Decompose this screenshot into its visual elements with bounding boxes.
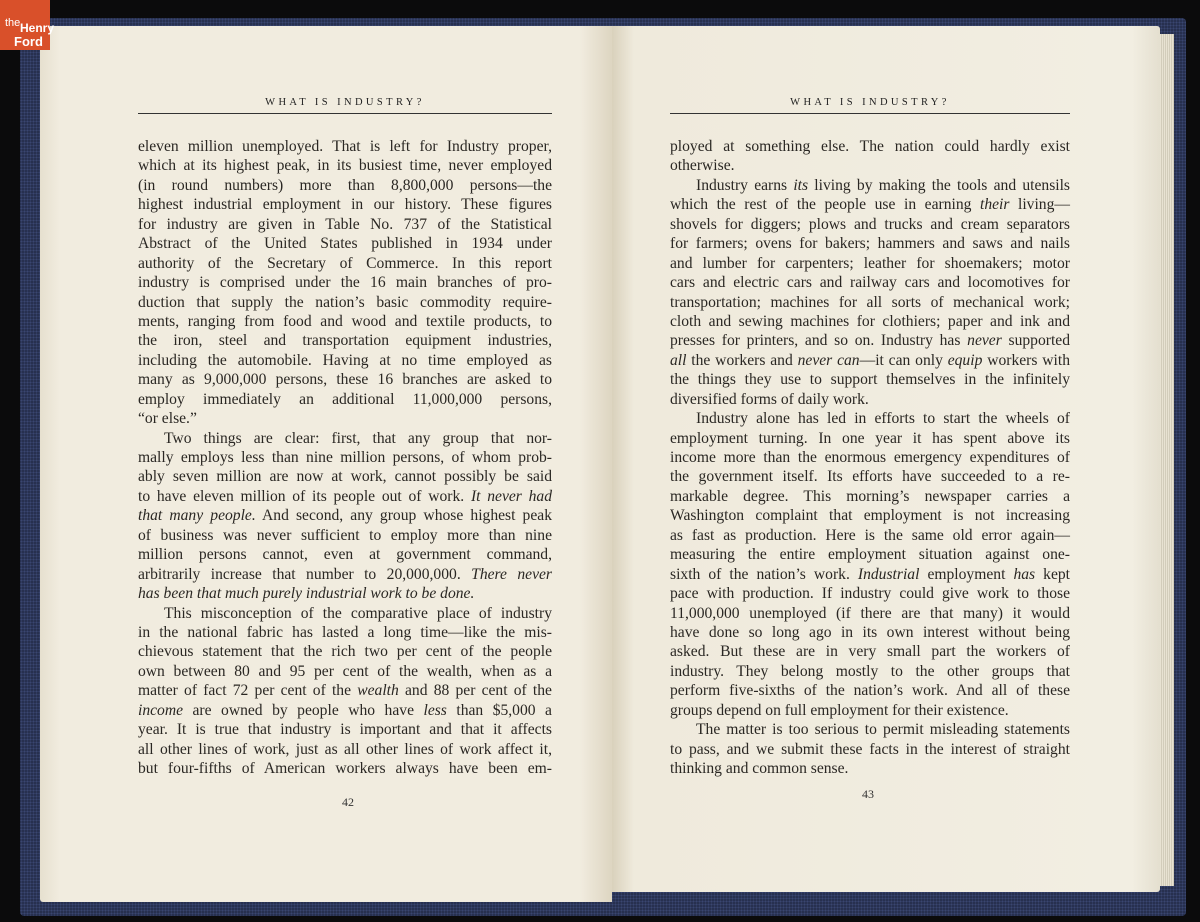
body-text: mally employs less than nine million persons, of whom prob- [138,449,552,466]
body-text: ployed at something else. The nation could hardly exist [670,138,1070,155]
text-line [670,565,1070,584]
text-line [670,720,1070,739]
body-text: pace with production. If industry could give work to those [670,585,1070,603]
italic-text: There never [471,565,552,583]
body-text: arbitrarily increase that number to 20,000,000. [138,565,472,583]
body-text: industry. They belong mostly to the other groups that [670,662,1070,680]
body-text: cars and electric cars and railway cars and locomotives for [670,274,1070,292]
italic-text: wealth [357,682,399,700]
text-line [670,331,1070,350]
body-text: in the national fabric has lasted a long time—like the mis- [138,623,552,641]
body-text: Industry alone has led in efforts to start the wheels of [696,410,1070,428]
body-text: have done so long ago in its own interest without being [670,623,1070,641]
text-line [670,351,1070,370]
body-text: the iron, steel and transportation equipment industries, [138,332,552,350]
text-line [138,604,552,623]
text-line [138,429,552,448]
body-text: to pass, and we submit these facts in the interest of straight [670,740,1070,758]
body-text: workers with [982,351,1070,369]
body-text: groups depend on full employment for their existence. [670,701,1009,719]
body-text: year. It is true that industry is important and that it affects [138,721,552,739]
body-text: The matter is too serious to permit misleading statements [696,721,1070,739]
body-text: measuring the entire employment situation against one- [670,546,1070,564]
body-text: and 88 per cent of the [398,682,552,700]
body-text: transportation; machines for all sorts of mechanical work; [670,293,1070,311]
text-line [138,390,552,409]
body-text: authority of the Secretary of Commerce. In this report [138,254,552,272]
body-text: ments, ranging from food and wood and textile products, to [138,312,552,330]
body-text: 11,000,000 unemployed (if there are that many) it would [670,604,1070,622]
text-line [138,623,552,642]
body-text: for industry are given in Table No. 737 of the Statistical [138,215,552,233]
body-text: income more than the enormous emergency expenditures of [670,449,1070,466]
text-line [138,642,552,661]
text-line [138,370,552,389]
body-text: to have eleven million of its people out of work. [138,487,471,505]
body-text: cloth and sewing machines for clothiers; paper and ink and [670,312,1070,330]
text-line [670,195,1070,214]
body-text: the things they use to support themselves in the infinitely [670,371,1070,389]
italic-text: Industrial [857,565,920,583]
text-line [138,681,552,700]
text-line [670,604,1070,623]
body-text: Washington complaint that employment is not increasing [670,507,1070,525]
text-line [670,390,1070,409]
text-line [670,429,1070,448]
text-line [138,759,552,778]
body-text: for farmers; ovens for bakers; hammers and saws and nails [670,235,1070,253]
body-text: —it can only [859,351,948,369]
body-text: otherwise. [670,157,735,175]
text-line [138,273,552,292]
header-rule-right [670,113,1070,114]
text-line [670,370,1070,389]
text-line [670,293,1070,312]
body-text: living— [1009,196,1070,214]
body-text: This misconception of the comparative place of industry [164,604,552,622]
text-line [670,254,1070,273]
body-text: matter of fact 72 per cent of the [138,682,358,700]
text-line [138,351,552,370]
text-line [138,565,552,584]
text-line [138,526,552,545]
text-line [670,506,1070,525]
body-text: million persons cannot, even at government command, [138,546,552,564]
body-text: but four-fifths of American workers always have been em- [138,760,552,777]
text-line [670,234,1070,253]
body-text: kept [1035,565,1070,583]
body-text: ably seven million are now at work, cannot possibly be said [138,468,552,486]
body-text: and lumber for carpenters; leather for shoemakers; motor [670,254,1070,272]
italic-text: that many people. [138,507,256,525]
italic-text: equip [947,351,983,369]
body-text: living by making the tools and utensils [808,176,1070,194]
body-text: as fast as production. Here is the same old error again— [670,526,1070,544]
body-text: Two things are clear: first, that any group that nor- [164,429,552,447]
body-text: employment turning. In one year it has spent above its [670,429,1070,447]
running-head-left: WHAT IS INDUSTRY? [265,97,425,108]
body-text: employ immediately an additional 11,000,000 persons, [138,390,552,408]
body-text: including the automobile. Having at no time employed as [138,351,552,369]
body-text: the government itself. Its efforts have succeeded to a re- [670,468,1070,486]
text-line [670,623,1070,642]
text-line [138,215,552,234]
text-line [670,448,1070,467]
text-line [670,526,1070,545]
body-text: which the rest of the people use in earning [670,196,980,214]
text-line [670,740,1070,759]
text-line [670,701,1070,720]
text-line [138,156,552,175]
text-line [138,331,552,350]
text-line [138,701,552,720]
body-text: presses for printers, and so on. Industry has [670,332,968,350]
text-line [138,312,552,331]
page-number-left: 42 [342,795,354,809]
italic-text: never [967,332,1002,350]
italic-text: income [138,701,184,719]
body-text: perform five-sixths of the nation’s work. And all of these [670,682,1070,700]
italic-text: has [1013,565,1036,583]
body-text: duction that supply the nation’s basic commodity require- [138,293,552,311]
logo-ford: Ford [14,34,43,49]
body-text: highest industrial employment in our history. These figures [138,196,552,214]
text-line [138,137,552,156]
text-line [138,254,552,273]
text-line [138,176,552,195]
body-text: eleven million unemployed. That is left for Industry proper, [138,138,552,155]
italic-text: its [793,176,809,194]
text-line [670,273,1070,292]
text-line [670,545,1070,564]
body-text: And second, any group whose highest peak [255,507,552,525]
header-rule-left [138,113,552,114]
text-line [138,720,552,739]
body-text: markable degree. This morning’s newspaper carries a [670,487,1070,505]
text-line [670,176,1070,195]
body-text: than $5,000 a [446,701,552,719]
body-text: “or else.” [138,410,197,428]
text-line [670,137,1070,156]
italic-text: never can [797,351,860,369]
body-text: which at its highest peak, in its busiest time, never employed [138,157,552,175]
body-text: (in round numbers) more than 8,800,000 persons—the [138,176,552,194]
logo-the: the [5,17,21,29]
italic-text: their [980,196,1010,214]
henry-ford-logo [0,0,55,50]
body-text: Abstract of the United States published in 1934 under [138,235,552,253]
text-line [670,487,1070,506]
text-line [138,467,552,486]
italic-text: less [423,701,447,719]
body-text: the workers and [686,351,798,369]
body-text: asked. But these are in very small part the workers of [670,643,1070,661]
body-text: of business was never sufficient to employ more than nine [138,526,552,544]
text-line [138,545,552,564]
body-text: are owned by people who have [183,701,424,719]
body-text: diversified forms of daily work. [670,390,869,408]
italic-text: It never had [470,487,552,505]
text-line [138,740,552,759]
page-number-right: 43 [862,787,874,801]
italic-text: all [670,351,687,369]
body-text: thinking and common sense. [670,760,849,777]
text-line [138,195,552,214]
body-text: supported [1001,332,1070,350]
text-line [138,293,552,312]
body-text: Industry earns [696,176,794,194]
text-line [138,662,552,681]
logo-henry: Henry [20,21,55,35]
text-line [670,642,1070,661]
text-line [670,467,1070,486]
text-line [138,584,552,603]
body-text: chievous statement that the rich two per cent of the people [138,643,552,661]
body-text: shovels for diggers; plows and trucks and cream separators [670,215,1070,233]
text-line [670,409,1070,428]
body-text: many as 9,000,000 persons, these 16 branches are asked to [138,371,552,389]
body-text: employment [919,565,1014,583]
running-head-right: WHAT IS INDUSTRY? [790,97,950,108]
text-line [670,215,1070,234]
text-line [670,312,1070,331]
body-text: sixth of the nation’s work. [670,565,858,583]
right-page-text [670,137,1070,778]
text-line [670,156,1070,175]
text-line [670,681,1070,700]
body-text: industry is comprised under the 16 main branches of pro- [138,274,552,292]
text-line [670,759,1070,778]
body-text: all other lines of work, just as all other lines of work affect it, [138,740,552,758]
left-page-text [138,137,552,778]
text-line [670,662,1070,681]
body-text: own between 80 and 95 per cent of the wealth, when as a [138,662,552,680]
text-line [138,234,552,253]
text-line [138,409,552,428]
text-line [138,487,552,506]
text-line [670,584,1070,603]
italic-text: has been that much purely industrial work to be done. [138,585,475,603]
text-line [138,506,552,525]
page-edges [1160,34,1174,886]
text-line [138,448,552,467]
